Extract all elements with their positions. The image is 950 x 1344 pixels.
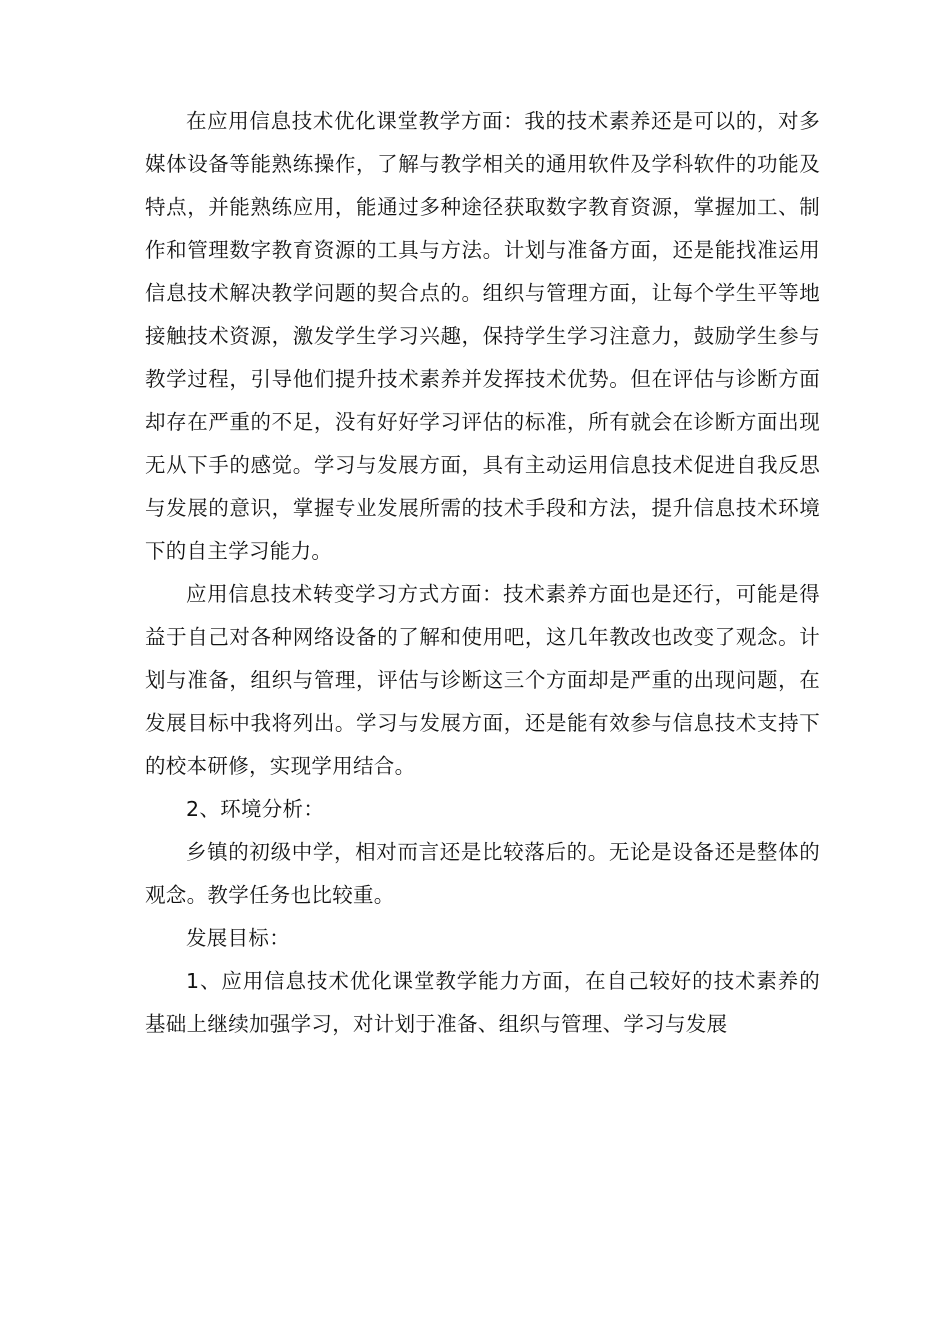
paragraph-goal-1: 1、应用信息技术优化课堂教学能力方面，在自己较好的技术素养的基础上继续加强学习，对计划于准备、组织与管理、学习与发展: [145, 969, 820, 1036]
heading-environment-analysis: 2、环境分析：: [186, 797, 325, 821]
paragraph-tech-optimize-classroom: 在应用信息技术优化课堂教学方面：我的技术素养还是可以的，对多媒体设备等能熟练操作，了解与教学相关的通用软件及学科软件的功能及特点，并能熟练应用，能通过多种途径获取数字教育资源，掌握加工、制作和管理数字教育资源的工具与方法。计划与准备方面，还是能找准运用信息技术解决教学问题的契合点的。组织与管理方面，让每个学生平等地接触技术资源，激发学生学习兴趣，保持学生学习注意力，鼓励学生参与教学过程，引导他们提升技术素养并发挥技术优势。但在评估与诊断方面却存在严重的不足，没有好好学习评估的标准，所有就会在诊断方面出现无从下手的感觉。学习与发展方面，具有主动运用信息技术促进自我反思与发展的意识，掌握专业发展所需的技术手段和方法，提升信息技术环境下的自主学习能力。: [145, 109, 820, 563]
document-body: [145, 100, 820, 1046]
paragraph-tech-transform-learning: 应用信息技术转变学习方式方面：技术素养方面也是还行，可能是得益于自己对各种网络设备的了解和使用吧，这几年教改也改变了观念。计划与准备，组织与管理，评估与诊断这三个方面却是严重的出现问题，在发展目标中我将列出。学习与发展方面，还是能有效参与信息技术支持下的校本研修，实现学用结合。: [145, 582, 820, 778]
paragraph-environment-analysis: 乡镇的初级中学，相对而言还是比较落后的。无论是设备还是整体的观念。教学任务也比较重。: [145, 840, 820, 907]
heading-development-goals: 发展目标：: [186, 926, 290, 950]
